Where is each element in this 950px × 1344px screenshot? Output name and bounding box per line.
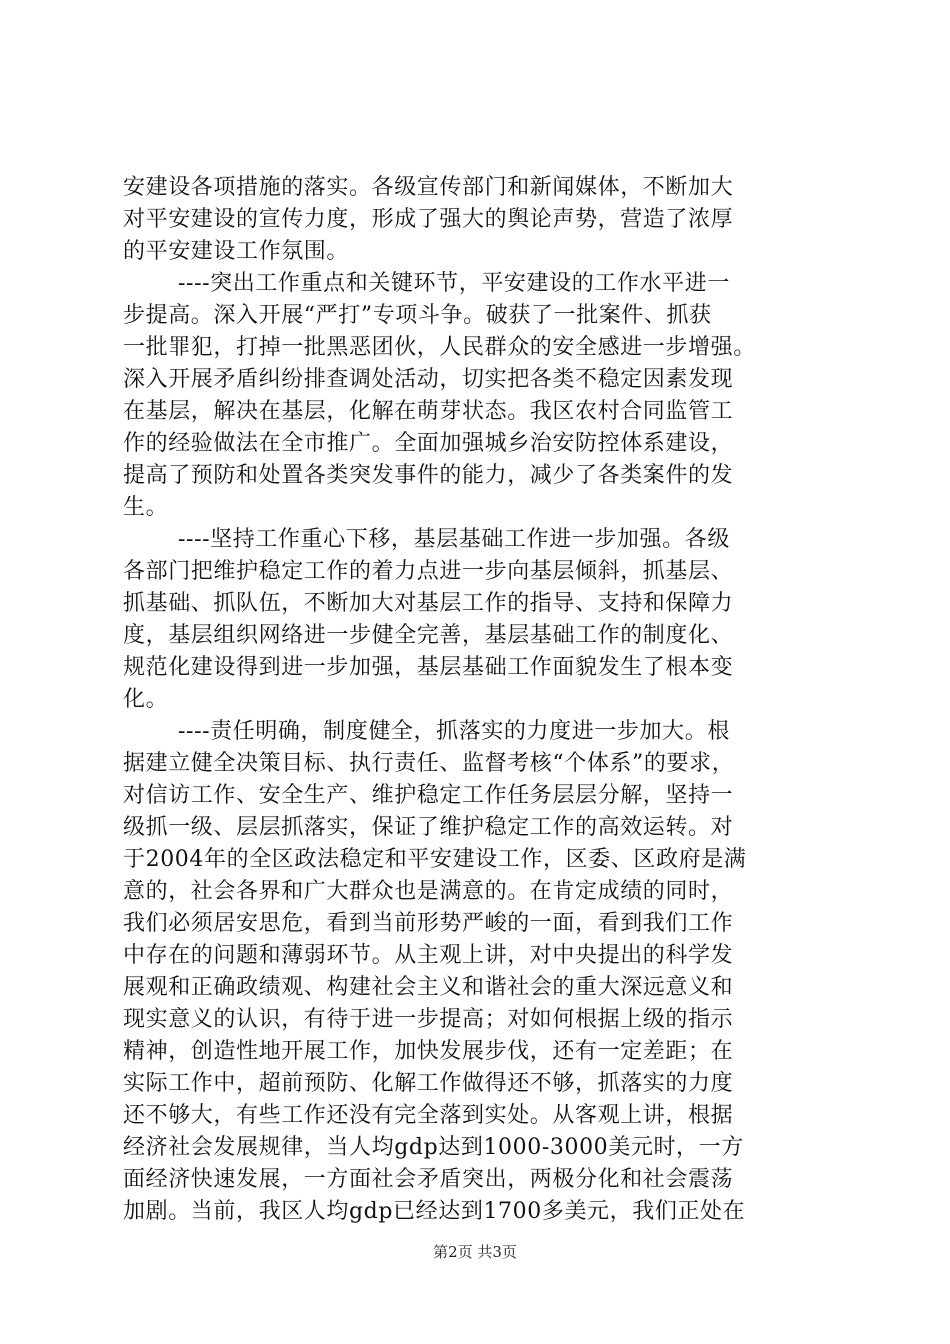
text-line: 加剧。当前，我区人均gdp已经达到1700多美元，我们正处在 — [123, 1199, 746, 1224]
text-line: 展观和正确政绩观、构建社会主义和谐社会的重大深远意义和 — [123, 975, 734, 1000]
text-line: 中存在的问题和薄弱环节。从主观上讲，对中央提出的科学发 — [123, 943, 734, 968]
text-line: 面经济快速发展，一方面社会矛盾突出，两极分化和社会震荡 — [123, 1167, 734, 1192]
text-line: 提高了预防和处置各类突发事件的能力，减少了各类案件的发 — [123, 463, 734, 488]
text-line: 经济社会发展规律，当人均gdp达到1000-3000美元时，一方 — [123, 1135, 744, 1160]
text-line: 深入开展矛盾纠纷排查调处活动，切实把各类不稳定因素发现 — [123, 367, 734, 392]
page-number-footer: 第2页 共3页 — [433, 1243, 517, 1261]
text-line: 据建立健全决策目标、执行责任、监督考核“个体系”的要求， — [123, 751, 735, 776]
text-line: 在基层，解决在基层，化解在萌芽状态。我区农村合同监管工 — [123, 399, 734, 424]
text-line: 还不够大，有些工作还没有完全落到实处。从客观上讲，根据 — [123, 1103, 734, 1128]
text-line: 生。 — [123, 495, 169, 520]
text-line: 安建设各项措施的落实。各级宣传部门和新闻媒体，不断加大 — [123, 175, 734, 200]
text-line: 一批罪犯，打掉一批黑恶团伙，人民群众的安全感进一步增强。 — [123, 335, 756, 360]
text-line: 作的经验做法在全市推广。全面加强城乡治安防控体系建设， — [123, 431, 734, 456]
text-line: 级抓一级、层层抓落实，保证了维护稳定工作的高效运转。对 — [123, 815, 734, 840]
text-line: 化。 — [123, 687, 169, 712]
body-text — [123, 172, 835, 1228]
text-line: 各部门把维护稳定工作的着力点进一步向基层倾斜，抓基层、 — [123, 559, 734, 584]
text-line: 抓基础、抓队伍，不断加大对基层工作的指导、支持和保障力 — [123, 591, 734, 616]
text-line: 的平安建设工作氛围。 — [123, 239, 350, 264]
text-line: 规范化建设得到进一步加强，基层基础工作面貌发生了根本变 — [123, 655, 734, 680]
text-line: 于2004年的全区政法稳定和平安建设工作，区委、区政府是满 — [123, 847, 747, 872]
paragraph-start-line: ----突出工作重点和关键环节，平安建设的工作水平进一 — [178, 271, 730, 296]
text-line: 意的，社会各界和广大群众也是满意的。在肯定成绩的同时， — [123, 879, 734, 904]
text-line: 对平安建设的宣传力度，形成了强大的舆论声势，营造了浓厚 — [123, 207, 734, 232]
text-line: 现实意义的认识，有待于进一步提高；对如何根据上级的指示 — [123, 1007, 734, 1032]
text-line: 步提高。深入开展“严打”专项斗争。破获了一批案件、抓获 — [123, 303, 712, 328]
text-line: 度，基层组织网络进一步健全完善，基层基础工作的制度化、 — [123, 623, 734, 648]
text-line: 对信访工作、安全生产、维护稳定工作任务层层分解，坚持一 — [123, 783, 734, 808]
text-line: 精神，创造性地开展工作，加快发展步伐，还有一定差距；在 — [123, 1039, 734, 1064]
paragraph-start-line: ----责任明确，制度健全，抓落实的力度进一步加大。根 — [178, 719, 730, 744]
text-line: 实际工作中，超前预防、化解工作做得还不够，抓落实的力度 — [123, 1071, 734, 1096]
paragraph-start-line: ----坚持工作重心下移，基层基础工作进一步加强。各级 — [178, 527, 730, 552]
text-line: 我们必须居安思危，看到当前形势严峻的一面，看到我们工作 — [123, 911, 734, 936]
